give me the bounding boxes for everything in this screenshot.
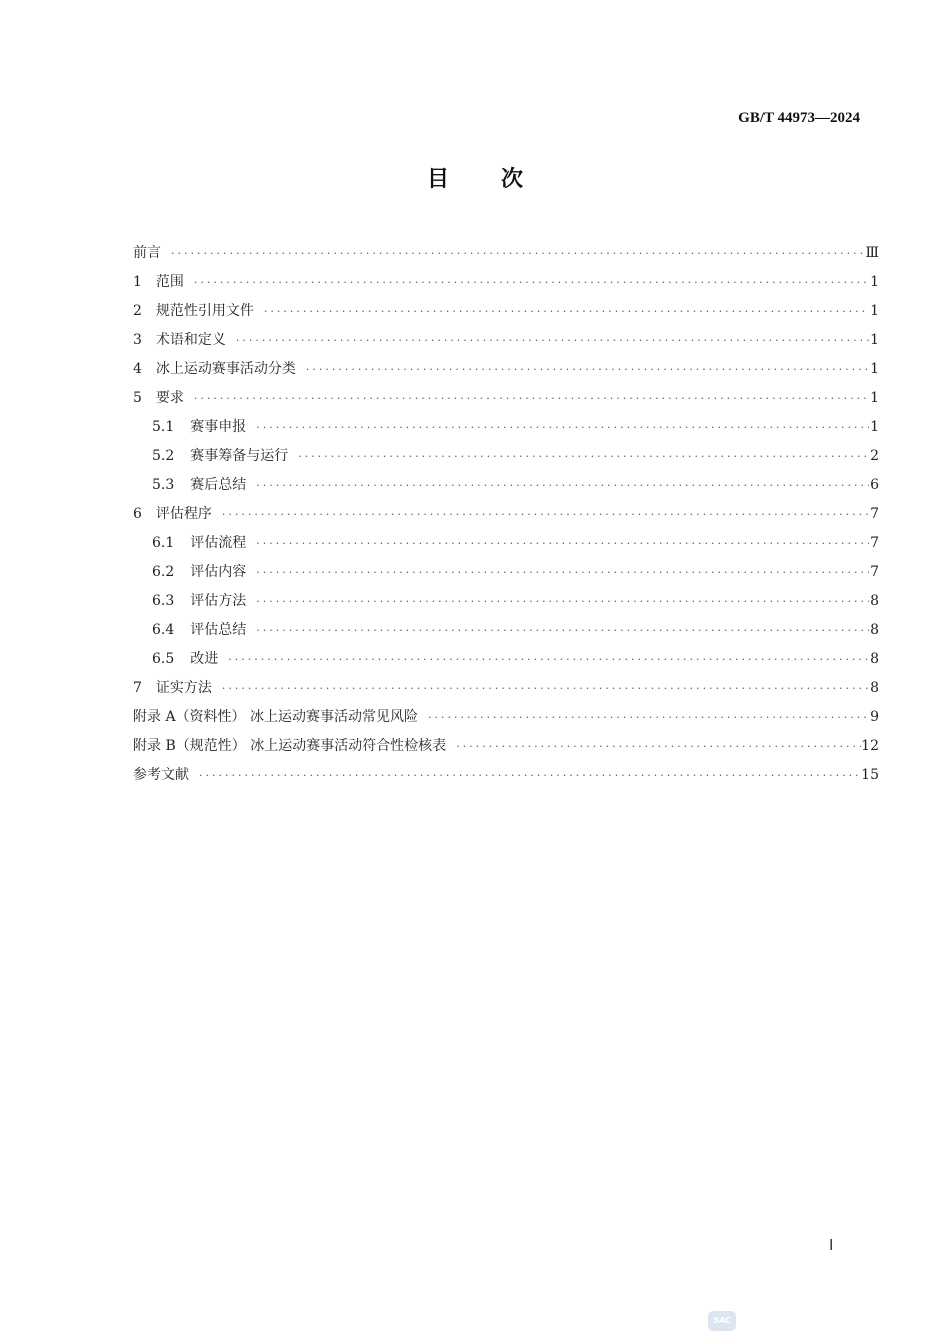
toc-entry[interactable] (133, 384, 879, 413)
toc-entry-label: 要求 (155, 390, 184, 406)
toc-entry[interactable] (133, 239, 879, 268)
toc-entry[interactable] (133, 529, 879, 558)
toc-entry-page: 8 (870, 680, 879, 696)
toc-entry[interactable] (133, 413, 879, 442)
toc-entry-label: 冰上运动赛事活动分类 (155, 361, 296, 377)
toc-entry-page: 1 (870, 419, 879, 435)
page-title: 目次 (426, 167, 575, 192)
toc-entry-page: 15 (861, 767, 879, 783)
standard-code: GB/T 44973—2024 (738, 110, 860, 126)
toc-entry[interactable] (133, 355, 879, 384)
toc-entry-label: 赛后总结 (190, 477, 247, 493)
toc-entry-number: 5.1 (152, 419, 175, 435)
toc-leader-dots (228, 645, 869, 674)
toc-entry-page: 1 (870, 332, 879, 348)
toc-leader-dots (222, 674, 869, 703)
toc-entry-number: 3 (133, 332, 142, 348)
toc-entry-label: 改进 (190, 651, 219, 667)
toc-entry[interactable] (133, 500, 879, 529)
toc-entry-label: 赛事筹备与运行 (190, 448, 289, 464)
toc-entry-number: 6 (133, 506, 142, 522)
toc-entry-label: 范围 (155, 274, 184, 290)
toc-leader-dots (236, 326, 869, 355)
toc-entry[interactable] (133, 297, 879, 326)
toc-entry-number: 6.2 (152, 564, 175, 580)
toc-entry-page: 7 (870, 564, 879, 580)
toc-entry-number: 6.1 (152, 535, 175, 551)
toc-entry-label: 附录 B（规范性） 冰上运动赛事活动符合性检核表 (133, 738, 447, 754)
table-of-contents (133, 239, 879, 790)
toc-entry[interactable] (133, 732, 879, 761)
toc-entry-number: 6.5 (152, 651, 175, 667)
toc-leader-dots (298, 442, 869, 471)
toc-entry-label: 附录 A（资料性） 冰上运动赛事活动常见风险 (133, 709, 419, 725)
toc-entry-label: 前言 (133, 245, 161, 261)
toc-entry[interactable] (133, 326, 879, 355)
toc-leader-dots (306, 355, 869, 384)
toc-entry-page: 1 (870, 390, 879, 406)
toc-entry[interactable] (133, 442, 879, 471)
toc-entry-label: 评估方法 (190, 593, 247, 609)
toc-entry-page: 1 (870, 303, 879, 319)
toc-entry-label: 参考文献 (133, 767, 189, 783)
toc-entry-label: 规范性引用文件 (155, 303, 254, 319)
toc-entry-number: 6.4 (152, 622, 175, 638)
toc-entry-page: 1 (870, 274, 879, 290)
toc-entry-label: 评估流程 (190, 535, 247, 551)
toc-entry[interactable] (133, 761, 879, 790)
toc-entry-number: 5.2 (152, 448, 175, 464)
toc-leader-dots (171, 239, 865, 268)
toc-leader-dots (256, 471, 869, 500)
toc-leader-dots (199, 761, 861, 790)
toc-entry[interactable] (133, 587, 879, 616)
toc-entry-page: 6 (870, 477, 879, 493)
sac-logo-icon: SAC (708, 1311, 736, 1331)
toc-leader-dots (256, 413, 869, 442)
toc-entry-page: 8 (870, 593, 879, 609)
toc-leader-dots (256, 587, 869, 616)
toc-entry[interactable] (133, 645, 879, 674)
toc-entry[interactable] (133, 558, 879, 587)
toc-entry[interactable] (133, 471, 879, 500)
toc-entry-number: 6.3 (152, 593, 175, 609)
toc-entry-label: 评估程序 (155, 506, 212, 522)
toc-entry-page: 12 (861, 738, 879, 754)
toc-entry-page: 9 (870, 709, 879, 725)
toc-entry-page: 1 (870, 361, 879, 377)
toc-leader-dots (428, 703, 869, 732)
toc-leader-dots (264, 297, 869, 326)
toc-entry-number: 2 (133, 303, 142, 319)
toc-entry-number: 5 (133, 390, 142, 406)
toc-leader-dots (456, 732, 861, 761)
toc-entry-page: 2 (870, 448, 879, 464)
toc-entry-page: 7 (870, 535, 879, 551)
toc-leader-dots (256, 529, 869, 558)
toc-leader-dots (194, 384, 869, 413)
toc-leader-dots (256, 616, 869, 645)
toc-entry-number: 4 (133, 361, 142, 377)
toc-leader-dots (194, 268, 869, 297)
toc-entry-number: 5.3 (152, 477, 175, 493)
toc-entry-label: 评估总结 (190, 622, 247, 638)
toc-entry-number: 7 (133, 680, 142, 696)
toc-entry[interactable] (133, 674, 879, 703)
toc-entry-page: 7 (870, 506, 879, 522)
toc-entry-page: 8 (870, 651, 879, 667)
toc-entry-page: Ⅲ (865, 245, 879, 261)
toc-entry[interactable] (133, 268, 879, 297)
toc-entry-label: 赛事申报 (190, 419, 247, 435)
toc-entry-label: 术语和定义 (155, 332, 226, 348)
toc-entry-label: 评估内容 (190, 564, 247, 580)
toc-entry-label: 证实方法 (155, 680, 212, 696)
toc-entry-number: 1 (133, 274, 142, 290)
toc-entry-page: 8 (870, 622, 879, 638)
toc-leader-dots (222, 500, 869, 529)
page-number: Ⅰ (829, 1238, 834, 1254)
toc-entry[interactable] (133, 703, 879, 732)
toc-leader-dots (256, 558, 869, 587)
toc-entry[interactable] (133, 616, 879, 645)
